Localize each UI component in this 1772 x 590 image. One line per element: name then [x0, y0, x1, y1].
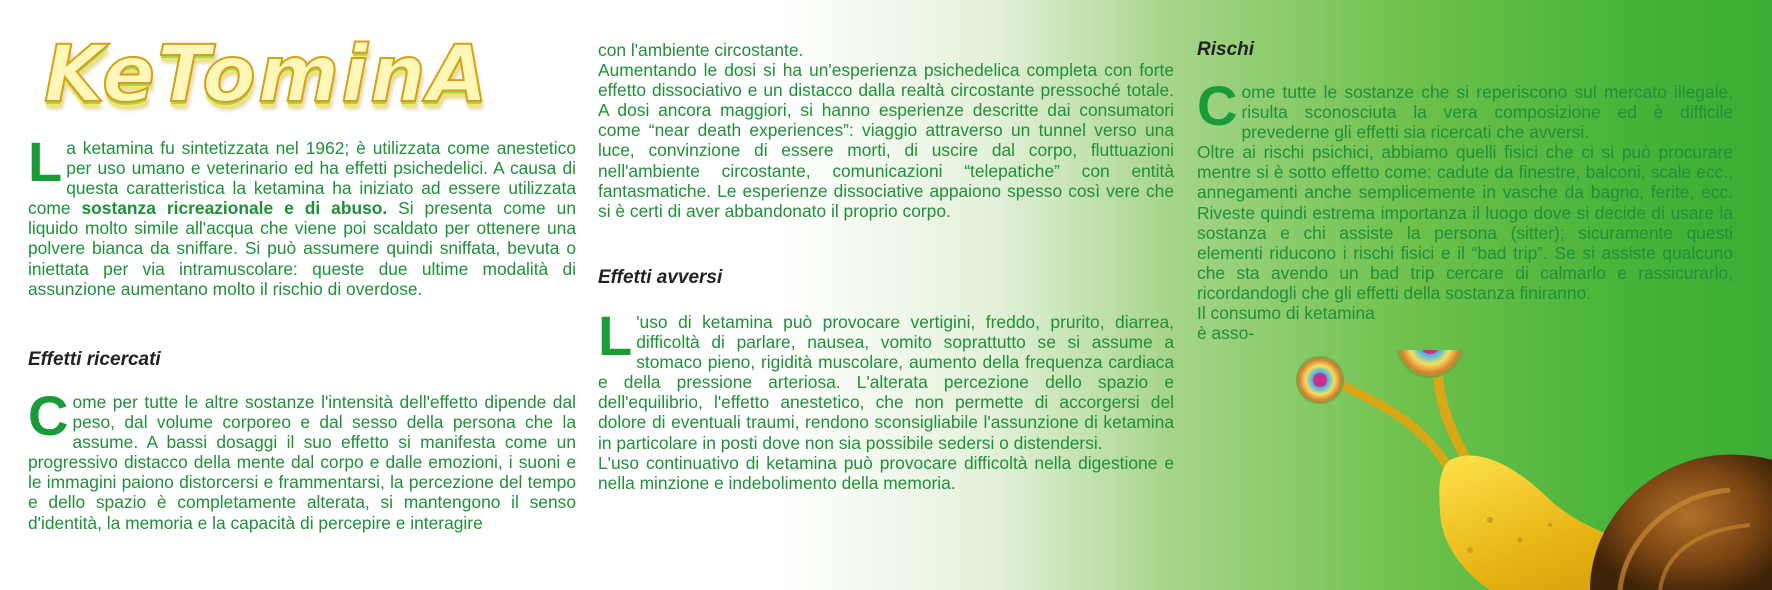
- heading-effetti-ricercati: Effetti ricercati: [28, 349, 161, 370]
- rischi-text-3-line-2: è asso-: [1197, 323, 1255, 344]
- dosi-text: Aumentando le dosi si ha un'esperienza psichedelica completa con forte effetto dissociativo e un distacco dalla realtà circostante pressoché totale. A dosi ancora maggiori, si hanno esperienze descritte dai consumatori come “near death experiences”: viaggio attraverso un tunnel verso una luce, convinzione di essere morti, di uscire dal corpo, fluttuazioni nell'ambiente circostante, comunicazioni “telepatiche” con entità fantasmatiche. Le esperienze dissociative appaiono spesso così vere che si è certi di aver abbandonato il proprio corpo.: [598, 60, 1174, 221]
- rischi-text-2: Oltre ai rischi psichici, abbiamo quelli fisici che ci si può procurare mentre si è sotto effetto come: cadute da finestre, balconi, scale ecc., annegamenti anche semplicemente in vasche da bagno, ferite, ecc. Riveste quindi estrema importanza il luogo dove si decide di usare la sostanza e chi assiste la persona (sitter); sicuramente questi elementi riducono i rischi fisici e il “bad trip”. Se si assiste qualcuno che sta avendo un bad trip cercare di calmarlo e rassicurarlo, ricordandogli che gli effetti della sostanza finiranno.: [1197, 142, 1733, 303]
- rischi-paragraph: [1197, 74, 1733, 344]
- dropcap: C: [1197, 74, 1238, 137]
- effetti-avversi-text: 'uso di ketamina può provocare vertigini, freddo, prurito, diarrea, difficoltà di parlare, nausea, vomito soprattutto se si assume a stomaco pieno, rigidità muscolare, aumento della frequenza cardiaca e della pressione arteriosa. L'alterata percezione dello spazio e dell'equilibrio, l'effetto anestetico, che non permette di accorgersi del dolore di eventuali traumi, rendono sconsigliabile l'assunzione di ketamina in particolare in posti dove non sia possibile sedersi o distendersi.: [598, 312, 1174, 453]
- rischi-text-3-line-1: Il consumo di ketamina: [1197, 303, 1375, 324]
- effetti-ricercati-paragraph: [28, 384, 576, 533]
- dropcap: L: [28, 130, 63, 193]
- intro-bold-text: sostanza ricreazionale e di abuso.: [81, 198, 388, 219]
- dropcap: C: [28, 384, 69, 447]
- intro-text-end: Si presenta come un liquido molto simile all'acqua che viene poi scaldato per ottenere una polvere bianca da sniffare. Si può assumere quindi sniffata, bevuta o iniettata per via intramuscolare: queste due ultime modalità di assunzione aumentano molto il rischio di overdose.: [28, 198, 577, 299]
- dropcap: L: [598, 304, 633, 367]
- page-title: KeTominA: [44, 30, 490, 120]
- effetti-avversi-paragraph: [598, 304, 1174, 493]
- title-logo: [38, 30, 490, 125]
- effetti-ricercati-text: ome per tutte le altre sostanze l'intensità dell'effetto dipende dal peso, dal volume corporeo e dal sesso della persona che la assume. A bassi dosaggi il suo effetto si manifesta come un progressivo distacco della mente dal corpo e dalle emozioni, i suoni e le immagini paiono distorcersi e frammentarsi, la percezione del tempo e dello spazio è completamente alterata, si mantengono il senso d'identità, la memoria e la capacità di percepire e interagire: [28, 392, 576, 533]
- rischi-text: ome tutte le sostanze che si reperiscono sul mercato illegale, risulta sconosciuta la vera composizione ed è difficile prevederne gli effetti sia ricercati che avversi.: [1241, 82, 1733, 143]
- snail-icon: [1290, 350, 1772, 590]
- effetti-avversi-text-2: L'uso continuativo di ketamina può provocare difficoltà nella digestione e nella minzione e indebolimento della memoria.: [598, 452, 1174, 493]
- heading-rischi: Rischi: [1197, 39, 1255, 60]
- intro-text: a ketamina fu sintetizzata nel 1962; è utilizzata come anestetico per uso umano e veterinario ed ha effetti psichedelici. A causa di questa caratteristica la ketamina ha iniziato ad essere utilizzata come: [28, 138, 576, 219]
- dosi-paragraph: [598, 40, 1174, 221]
- continuation-text: con l'ambiente circostante.: [598, 40, 804, 60]
- intro-paragraph: [28, 130, 577, 299]
- heading-effetti-avversi: Effetti avversi: [598, 267, 723, 288]
